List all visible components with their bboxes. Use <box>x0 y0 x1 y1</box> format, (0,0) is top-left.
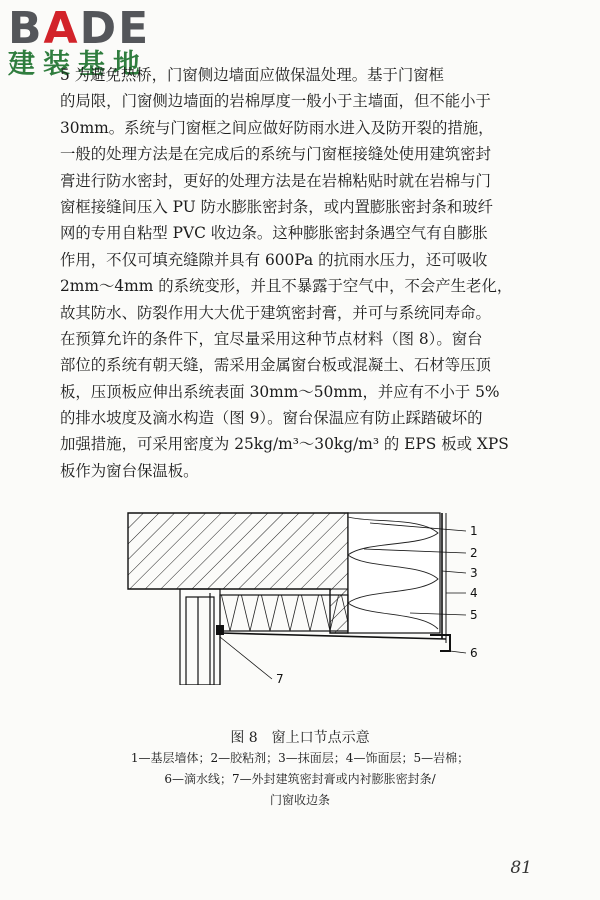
text-line: 2mm～4mm 的系统变形，并且不暴露于空气中，不会产生老化， <box>60 277 513 296</box>
text-line: 的排水坡度及滴水构造（图 9）。窗台保温应有防止踩踏破坏的 <box>60 409 483 428</box>
text-line: 一般的处理方法是在完成后的系统与门窗框接缝处使用建筑密封 <box>60 145 491 164</box>
text-line: 板作为窗台保温板。 <box>60 461 199 480</box>
text-line: 故其防水、防裂作用大大优于建筑密封膏，并可与系统同寿命。 <box>60 303 491 322</box>
rock-wool-soffit <box>220 595 348 631</box>
callout-5: 5 <box>470 608 478 622</box>
text-line: 部位的系统有朝天缝，需采用金属窗台板或混凝土、石材等压顶 <box>60 356 491 375</box>
legend-line: 6—滴水线；7—外封建筑密封膏或内衬膨胀密封条/ <box>164 772 436 786</box>
body-paragraph <box>60 62 540 484</box>
text-line: 5 为避免热桥，门窗侧边墙面应做保温处理。基于门窗框 <box>60 66 445 84</box>
text-line: 作用，不仅可填充缝隙并具有 600Pa 的抗雨水压力，还可吸收 <box>60 250 488 269</box>
figure-legend <box>60 748 540 811</box>
logo-subtitle: 建装基地 <box>8 49 148 80</box>
callout-3: 3 <box>470 566 478 580</box>
text-line: 膏进行防水密封，更好的处理方法是在岩棉粘贴时就在岩棉与门 <box>60 171 491 190</box>
legend-line: 1—基层墙体；2—胶粘剂；3—抹面层；4—饰面层；5—岩棉； <box>130 751 470 765</box>
callout-1: 1 <box>470 524 478 538</box>
figure-caption: 图 8 窗上口节点示意 <box>230 730 370 746</box>
text-line: 板，压顶板应伸出系统表面 30mm～50mm，并应有不小于 5% <box>60 382 500 401</box>
drip-edge <box>430 635 450 651</box>
soffit-render <box>220 633 446 639</box>
text-line: 在预算允许的条件下，宜尽量采用这种节点材料（图 8）。窗台 <box>60 329 483 348</box>
text-line: 30mm。系统与门窗框之间应做好防雨水进入及防开裂的措施， <box>60 118 494 137</box>
logo-wordmark <box>8 3 151 54</box>
callout-6: 6 <box>470 646 478 660</box>
callout-7: 7 <box>276 672 284 685</box>
logo-letter-b: B <box>8 3 44 54</box>
page-number: 81 <box>510 858 532 878</box>
window-head-detail-drawing <box>120 505 480 685</box>
text-line: 的局限，门窗侧边墙面的岩棉厚度一般小于主墙面，但不能小于 <box>60 92 491 111</box>
text-line: 网的专用自粘型 PVC 收边条。这种膨胀密封条遇空气有自膨胀 <box>60 224 488 243</box>
window-frame <box>180 589 220 685</box>
callout-2: 2 <box>470 546 478 560</box>
logo-letters-de: DE <box>79 3 151 54</box>
text-line: 加强措施，可采用密度为 25kg/m³～30kg/m³ 的 EPS 板或 XPS <box>60 435 509 454</box>
sealant-joint <box>216 625 224 635</box>
callout-4: 4 <box>470 586 478 600</box>
text-line: 窗框接缝间压入 PU 防水膨胀密封条，或内置膨胀密封条和玻纤 <box>60 197 493 216</box>
legend-line: 门窗收边条 <box>269 793 330 807</box>
logo-letter-a: A <box>43 3 80 54</box>
